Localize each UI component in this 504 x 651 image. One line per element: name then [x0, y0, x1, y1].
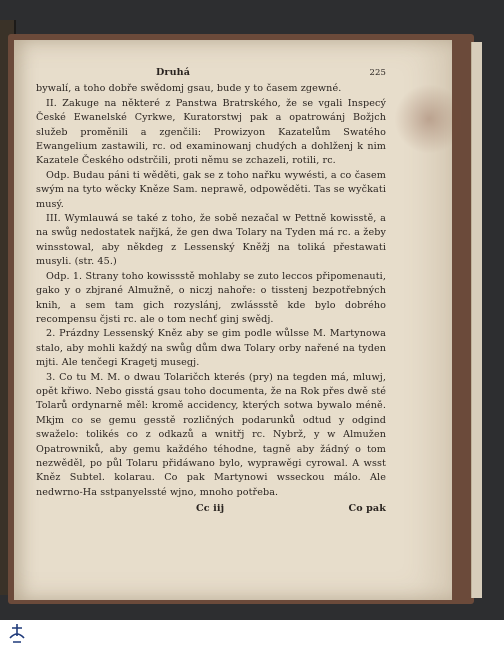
paragraph-4: III. Wymlauwá se také z toho, že sobě nezačal w Pettně kowisstě, a na swůg nedostatek nařjká, že gen dwa Tolary na Tyden má rc. a žeby winsstowal, aby někdeg z Lessenský Kněžj na toliká přestawati musyli. (str. 45.): [36, 213, 386, 268]
running-title: Druhá: [156, 67, 191, 78]
paragraph-7: 3. Co tu M. M. o dwau Tolaričch kterés (pry) na tegden má, mluwj, opět křiwo. Nebo gisstá gsau toho documenta, že na Rok přes dwě sté Tolarů ordynarně měl: kromě accidency, kterých sotwa bywalo méně. Mkjm co se gemu gesstě rozličných podarunků odtud y odgind swaželo: tolikés co z odkazů a wnitřj rc. Nybrž, y w Almužen Opatrowniků, aby gemu každého téhodne, tagně aby žádný o tom nezwěděl, po půl Tolaru přidáwano bylo, wyprawěgi cyrowal. A wsst Kněz Subtel. kolarau. Co pak Martynowi wsseckou málo. Ale nedwrno-Ha sstpanyelssté wjno, mnoho potřeba.: [36, 371, 386, 498]
viewer-bottom-bar: [0, 620, 504, 651]
signature-mark: Cc iij: [196, 503, 225, 515]
paragraph-3: Odp. Budau páni ti wěděti, gak se z toho nařku wywésti, a co časem swým na tyto wěcky Kněze Sam. neprawě, odpowěděti. Tas se wyčkati musý.: [36, 169, 386, 210]
page-text-block: [36, 66, 386, 517]
catchword: Co pak: [348, 503, 386, 515]
paragraph-6: 2. Prázdny Lessenský Kněz aby se gim podle wůlsse M. Martynowa stalo, aby mohli každý na swůg dům dwa Tolary orby nařené na tyden mjti. Ale tenčegi Kragetj musegj.: [36, 328, 386, 369]
page-footer: [36, 502, 386, 516]
paragraph-5: Odp. 1. Strany toho kowissstě mohlaby se zuto leccos připomenauti, gako y o zbjrané Almužně, o niczj nahoře: o tisstenj bezpotřebných knih, a sem tam gich rozyslánj, zwlássstě kde bylo dobrého recompensu čjsti rc. ale o tom nechť ginj swědj.: [36, 270, 386, 325]
page-number: 225: [369, 68, 386, 78]
paragraph-1: bywalí, a toho dobře swědomj gsau, bude y to časem zgewné.: [36, 83, 342, 95]
library-logo-icon[interactable]: [4, 622, 30, 648]
running-header: [36, 66, 386, 80]
paragraph-2: II. Zakuge na některé z Panstwa Bratrského, že se vgali Inspecý České Ewanelské Cyrkwe, Kuratorstwj pak a opatrowánj Božjch služeb proměnili a zgenčili: Prowizyon Kazatelům Swatého Ewangelium zastawili, rc. od examinowanj chudých a dohlženj k nim Kazatele Českého odstrčili, proti němu se zchazeli, rotili, rc.: [36, 97, 386, 167]
page-stain: [394, 84, 464, 154]
page-edge: [471, 42, 482, 598]
